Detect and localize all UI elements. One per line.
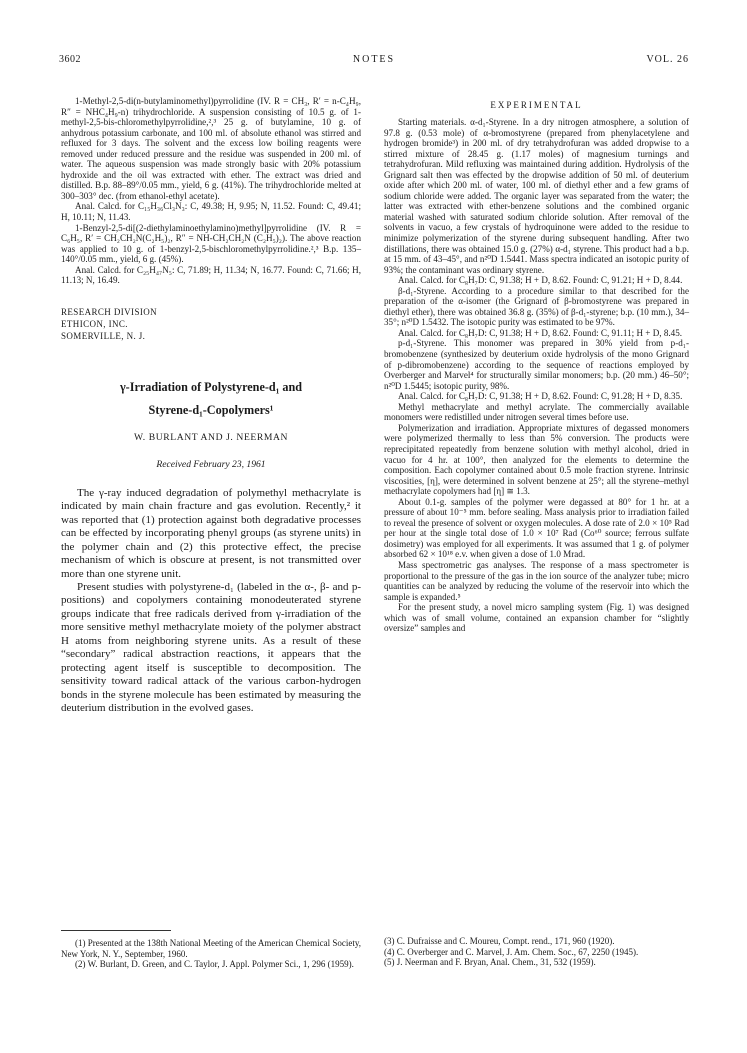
paragraph: Anal. Calcd. for C₂₅H₄₇N₅: C, 71.89; H, 11.34; N, 16.77. Found: C, 71.66; H, 11.13; N, 16.49.	[61, 264, 361, 286]
affiliation	[61, 306, 361, 342]
footnote: (3) C. Dufraisse and C. Moureu, Compt. rend., 171, 960 (1920).	[384, 936, 615, 946]
paragraph: Mass spectrometric gas analyses. The response of a mass spectrometer is proportional to the pressure of the gas in the ion source of the analyzer tube; micro quantities can be analyzed by reducing the volume of the reservoir into which the sample is expanded.⁵	[384, 559, 689, 602]
right-column	[384, 96, 689, 634]
paragraph: p-d₁-Styrene. This monomer was prepared in 30% yield from p-d₁-bromobenzene (synthesized by deuterium oxide hydrolysis of the mono Grignard of p-dibromobenzene) according to the sequence of reactions employed by Overberger and Marvel⁴ for structurally similar monomers; b.p. (20 mm.) 46–50°; n²⁰D 1.5445; isotopic purity, 98%.	[384, 338, 689, 391]
footnotes-left	[61, 938, 361, 970]
article-body	[61, 487, 361, 716]
received-date: Received February 23, 1961	[156, 458, 266, 470]
article-title-line: γ-Irradiation of Polystyrene-d₁ and	[119, 379, 303, 394]
paragraph: Present studies with polystyrene-d₁ (labeled in the α-, β- and p-positions) and copolymers containing monodeuterated styrene groups indicate that free radicals derived from γ-irradiation of the more sensitive methyl methacrylate moiety of the polymer abstract H atoms from neighboring styrene units. As a result of these “secondary” radical abstraction reactions, it appears that the protecting agent itself is susceptible to decomposition. The sensitivity toward radical attack of the various carbon-hydrogen bonds in the styrene molecule has been estimated by measuring the deuterium distribution in the evolved gases.	[61, 581, 361, 715]
section-title: EXPERIMENTAL	[490, 100, 583, 110]
paragraph: Polymerization and irradiation. Appropriate mixtures of degassed monomers were polymerized thermally to less than 5% conversion. The products were reprecipitated repeatedly from benzene solution with methyl alcohol, dried in vacuo for 4 hr. at 100°, then analyzed for the elements to determine the composition. Each copolymer contained about 0.5 mole fraction styrene. Intrinsic viscosities, [η], were determined in solvent benzene at 25°; all the styrene–methyl methacrylate copolymers had [η] ≅ 1.3.	[384, 422, 689, 497]
running-title: NOTES	[352, 54, 396, 65]
paragraph: Anal. Calcd. for C₈H₇D: C, 91.38; H + D, 8.62. Found: C, 91.21; H + D, 8.44.	[398, 275, 683, 286]
footnote-rule	[61, 930, 171, 931]
paragraph: Methyl methacrylate and methyl acrylate. The commercially available monomers were redistilled under nitrogen several times before use.	[384, 401, 689, 423]
article-title	[61, 376, 361, 422]
paragraph: 1-Methyl-2,5-di(n-butylaminomethyl)pyrrolidine (IV. R = CH₃, R′ = n-C₄H₉, R″ = NHC₄H₉-n) trihydrochloride. A suspension consisting of 10.5 g. of 1-methyl-2,5-bis-chloromethylpyrrolidine,²,³ 25 g. of butylamine, 10 g. of anhydrous potassium carbonate, and 100 ml. of absolute ethanol was stirred and refluxed for 3 days. The solvent and the excess low boiling reagents were removed under reduced pressure and the residue was suspended in 200 ml. of water. The aqueous suspension was made strongly basic with 20% potassium hydroxide and the oil was extracted with ether. The extract was dried and distilled. B.p. 88–89°/0.05 mm., yield, 6 g. (41%). The trihydrochloride melted at 300–303° dec. (from ethanol-ethyl acetate).	[61, 96, 361, 201]
paragraph: β-d₁-Styrene. According to a procedure similar to that described for the preparation of the α-isomer (the Grignard of β-bromostyrene was prepared in diethyl ether), there was obtained 36.8 g. (35%) of β-d₁-styrene; b.p. (10 mm.), 34–35°; n²⁰D 1.5432. The isotopic purity was estimated to be 97%.	[384, 285, 689, 328]
paragraph: Anal. Calcd. for C₈H₇D: C, 91.38; H + D, 8.62. Found: C, 91.28; H + D, 8.35.	[398, 391, 683, 402]
paragraph: For the present study, a novel micro sampling system (Fig. 1) was designed which was of small volume, contained an expansion chamber for “slightly oversize” samples and	[384, 602, 689, 634]
left-column	[61, 96, 361, 716]
footnotes-right	[384, 936, 689, 968]
paragraph: Starting materials. α-d₁-Styrene. In a dry nitrogen atmosphere, a solution of 97.8 g. (0.53 mole) of α-bromostyrene (prepared from phenylacetylene and hydrogen bromide³) in 200 ml. of dry tetrahydrofuran was added dropwise to a stirred mixture of 28.45 g. (1.17 moles) of magnesium turnings and tetrahydrofuran. Mild refluxing was maintained during addition. Hydrolysis of the Grignard salt then was effected by the dropwise addition of 50 ml. of deuterium oxide after which 200 ml. of water, 100 ml. of diethyl ether and a few grams of sodium chloride were added. The organic layer was separated from the water; the latter was extracted with ether-benzene solutions and the combined organic material washed with saturated sodium chloride solution. After removal of the solvents in vacuo, a few crystals of hydroquinone were added to the residue to minimize polymerization of the styrene during subsequent handling. After two distillations, there was obtained 15.0 g. (27%) α-d₁ styrene. This product had a b.p. at 15 mm. of 43–45°, and n²⁰D 1.5441. Mass spectra indicated an isotopic purity of 93%; the contaminant was ordinary styrene.	[384, 117, 689, 275]
affiliation-line: RESEARCH DIVISION	[61, 306, 158, 317]
volume-label: VOL. 26	[646, 54, 689, 65]
previous-article-text	[61, 96, 361, 286]
footnote: (4) C. Overberger and C. Marvel, J. Am. Chem. Soc., 67, 2250 (1945).	[384, 946, 639, 957]
running-header	[59, 54, 689, 70]
article-title-line: Styrene-d₁-Copolymers¹	[148, 402, 274, 417]
paragraph: The γ-ray induced degradation of polymethyl methacrylate is indicated by main chain fracture and gas evolution. Recently,² it was reported that (1) protection against both degradative processes can be effected by incorporating phenyl groups (as styrene units) in the polymer chain and (2) this protective effect, the precise mechanism of which is obscure at present, is not transmitted over more than one styrene unit.	[61, 486, 361, 580]
paragraph: Anal. Calcd. for C₁₅H₃₆Cl₃N₃: C, 49.38; H, 9.95; N, 11.52. Found: C, 49.41; H, 10.11; N, 11.43.	[61, 201, 361, 223]
authors: W. BURLANT AND J. NEERMAN	[133, 431, 289, 443]
footnote: (2) W. Burlant, D. Green, and C. Taylor, J. Appl. Polymer Sci., 1, 296 (1959).	[75, 959, 354, 970]
affiliation-line: SOMERVILLE, N. J.	[61, 330, 146, 341]
page-number: 3602	[59, 54, 81, 65]
paragraph: 1-Benzyl-2,5-di[(2-diethylaminoethylamino)methyl]pyrrolidine (IV. R = C₆H₅, R′ = CH₂CH₂N(C₂H₅)₂, R″ = NH-CH₂CH₂N (C₂H₅)₂). The above reaction was applied to 10 g. of 1-benzyl-2,5-bischloromethylpyrrolidine.²,³ B.p. 135–140°/0.05 mm., yield, 6 g. (45%).	[61, 222, 361, 265]
footnote: (5) J. Neerman and F. Bryan, Anal. Chem., 31, 532 (1959).	[384, 957, 596, 968]
paragraph: About 0.1-g. samples of the polymer were degassed at 80° for 1 hr. at a pressure of about 10⁻⁵ mm. before sealing. Mass analysis prior to irradiation failed to reveal the presence of solvent or oxygen molecules. A dose rate of 2.0 × 10⁵ Rad per hour at the single total dose of 1.0 × 10⁷ Rad (Co⁶⁰ source; ferrous sulfate dosimetry) was employed for all experiments. It was assumed that 1 g. of polymer absorbed 62 × 10¹⁸ e.v. when given a dose of 1.0 Mrad.	[384, 496, 689, 560]
paragraph: Anal. Calcd. for C₈H₇D: C, 91.38; H + D, 8.62. Found: C, 91.11; H + D, 8.45.	[398, 327, 683, 338]
footnote: (1) Presented at the 138th National Meeting of the American Chemical Society, New York, N. Y., September, 1960.	[61, 938, 361, 959]
affiliation-line: ETHICON, INC.	[61, 318, 128, 329]
